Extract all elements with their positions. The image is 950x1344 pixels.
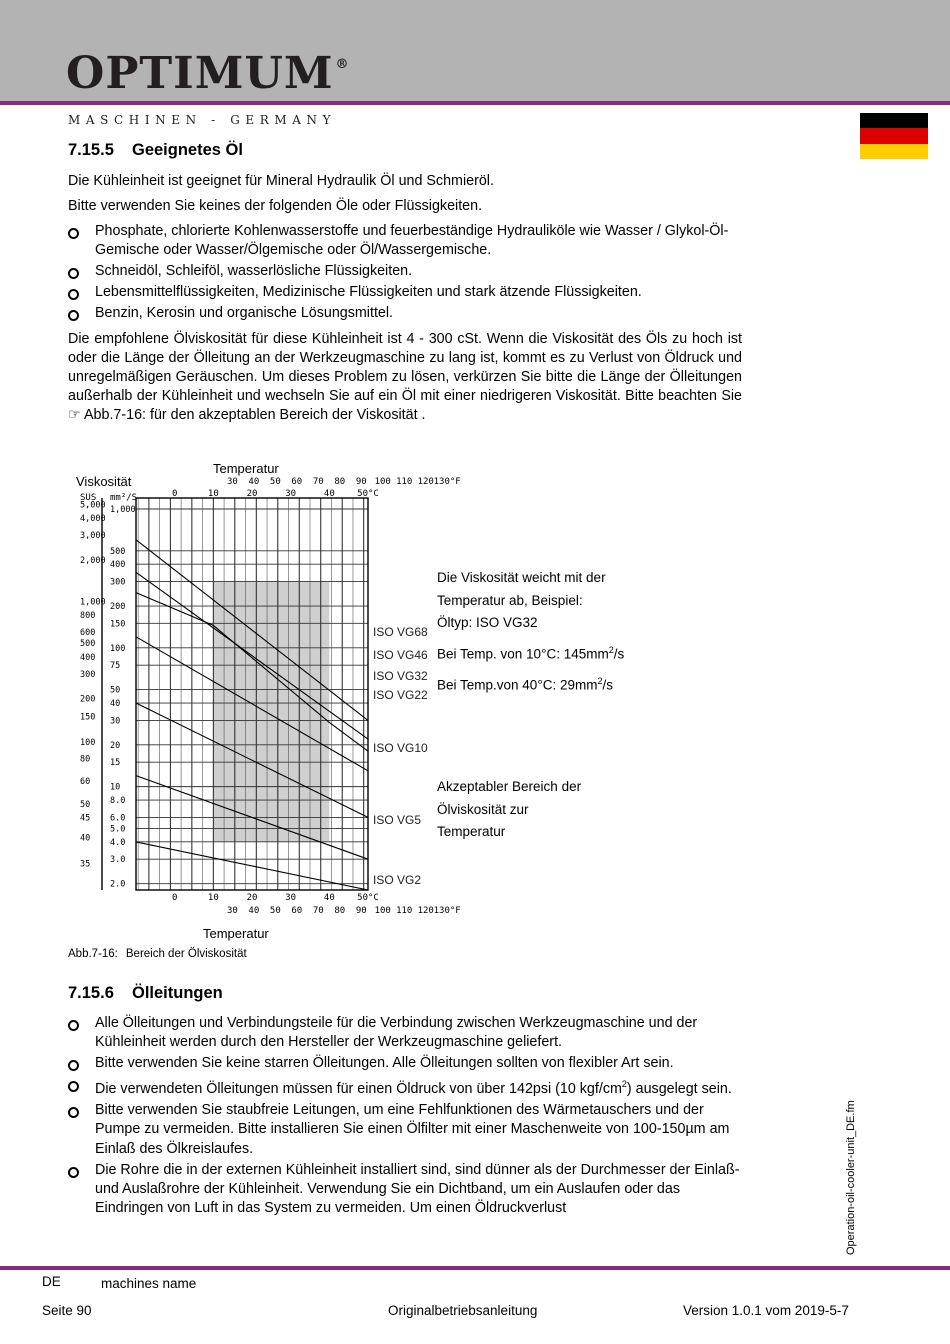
bottom-celsius-tick-label: 50°C	[357, 893, 379, 903]
cst-tick-label: 200	[110, 602, 126, 613]
sus-tick-label: 45	[80, 813, 91, 824]
cst-tick-label: 1,000	[110, 504, 136, 515]
viscosity-chart	[68, 458, 461, 948]
sus-tick-label: 5,000	[80, 500, 106, 511]
bullet-icon	[68, 289, 79, 300]
series-label: ISO VG22	[373, 688, 428, 702]
bottom-fahrenheit-tick-label: 80	[334, 906, 346, 916]
footer-rule	[0, 1266, 950, 1270]
sus-tick-label: 80	[80, 754, 91, 765]
list-item-text: Lebensmittelflüssigkeiten, Medizinische Flüssigkeiten und stark ätzende Flüssigkeiten.	[95, 284, 642, 301]
section-heading-oil-lines	[68, 984, 223, 1003]
sus-tick-label: 300	[80, 669, 96, 680]
german-flag-icon	[860, 113, 928, 159]
note-line: Öltyp: ISO VG32	[437, 615, 538, 630]
list-item-text: Phosphate, chlorierte Kohlenwasserstoffe und feuerbeständige Hydrauliköle wie Wasser / Glykol-Öl-Gemische oder Wasser/Ölgemische oder Öl/Wassergemische.	[95, 223, 729, 259]
bottom-fahrenheit-tick-label: 100	[374, 906, 391, 916]
list-item-text: Schneidöl, Schleiföl, wasserlösliche Flüssigkeiten.	[95, 263, 413, 280]
section-title: Ölleitungen	[132, 984, 223, 1002]
sus-tick-label: 200	[80, 694, 96, 705]
bullet-icon	[68, 1020, 79, 1031]
cst-tick-label: 30	[110, 716, 121, 727]
intro-paragraph-2: Bitte verwenden Sie keines der folgenden Öle oder Flüssigkeiten.	[68, 198, 483, 214]
list-item	[68, 1161, 742, 1219]
figure-number: Abb.7-16:	[68, 948, 118, 960]
figure-reference-link[interactable]: Abb.7-16: für den akzeptablen Bereich der Viskosität .	[84, 407, 426, 423]
section-number: 7.15.5	[68, 141, 114, 159]
sus-tick-label: 60	[80, 776, 91, 787]
top-fahrenheit-tick-label: 120	[417, 477, 434, 487]
cst-tick-label: 20	[110, 740, 121, 751]
cst-tick-label: 40	[110, 699, 121, 710]
footer-language: DE	[42, 1274, 61, 1289]
series-label: ISO VG32	[373, 669, 428, 683]
top-fahrenheit-tick-label: 110	[396, 477, 413, 487]
footer-version: Version 1.0.1 vom 2019-5-7	[683, 1303, 849, 1318]
note-line: Temperatur	[437, 824, 506, 839]
pointing-hand-icon: ☞	[68, 407, 81, 423]
header-rule	[0, 101, 950, 105]
bottom-fahrenheit-tick-label: 70	[312, 906, 324, 916]
cst-tick-label: 15	[110, 758, 121, 769]
bottom-fahrenheit-tick-label: 90	[355, 906, 367, 916]
top-celsius-tick-label: 10	[207, 489, 219, 499]
top-celsius-tick-label: 20	[246, 489, 258, 499]
top-celsius-tick-label: 0	[171, 489, 178, 499]
sus-tick-label: 100	[80, 737, 96, 748]
list-item	[68, 1054, 742, 1073]
note-text: Bei Temp. von 10°C: 145mm	[437, 646, 609, 661]
list-item-text: Die Rohre die in der externen Kühleinheit installiert sind, sind dünner als der Durchmesser der Einlaß-und Auslaßrohre der Kühleinheit. Verwendung Sie ein Dichtband, um ein Auslaufen oder das Eindringen von Luft in das System zu vermeiden. Um einen Öldruckverlust	[95, 1161, 740, 1217]
list-item	[68, 283, 748, 302]
sus-tick-label: 40	[80, 833, 91, 844]
list-item	[68, 1014, 742, 1053]
cst-tick-label: 300	[110, 577, 126, 588]
superscript: 2	[621, 1079, 627, 1090]
section-heading-oil	[68, 141, 243, 160]
bottom-celsius-tick-label: 40	[323, 893, 335, 903]
cst-tick-label: 400	[110, 560, 126, 571]
list-item	[68, 304, 748, 323]
bullet-icon	[68, 1060, 79, 1071]
bullet-icon	[68, 268, 79, 279]
list-item-text: ) ausgelegt sein.	[626, 1080, 732, 1097]
cst-tick-label: 500	[110, 546, 126, 557]
brand-logo	[66, 48, 350, 99]
chart-title: Temperatur	[213, 461, 279, 476]
list-item-text: Bitte verwenden Sie staubfreie Leitungen, um eine Fehlfunktionen des Wärmetauschers und der Pumpe zu vermeiden. Bitte installieren Sie einen Ölfilter mit einer Maschenweite von 100-150µm am Einlaß des Ölkreislaufes.	[95, 1101, 730, 1157]
brand-name: OPTIMUM	[66, 48, 334, 99]
bottom-fahrenheit-tick-label: 130°F	[433, 906, 461, 916]
section-number: 7.15.6	[68, 984, 114, 1002]
viscosity-text: Die empfohlene Ölviskosität für diese Kühleinheit ist 4 - 300 cSt. Wenn die Viskosität des Öls zu hoch ist oder die Länge der Ölleitung an der Werkzeugmaschine zu lang ist, kommt es zu Verlust von Öldruck und unregelmäßigen Geräuschen. Um dieses Problem zu lösen, verkürzen Sie bitte die Länge der Ölleitungen außerhalb der Kühleinheit und wechseln Sie auf ein Öl mit einer niedrigeren Viskosität. Bitte beachten Sie	[68, 331, 742, 404]
note-sup: 2	[597, 675, 603, 686]
bottom-celsius-tick-label: 10	[207, 893, 219, 903]
bottom-fahrenheit-tick-label: 30	[226, 906, 238, 916]
cst-tick-label: 100	[110, 643, 126, 654]
footer-machine-name: machines name	[101, 1276, 197, 1291]
top-fahrenheit-tick-label: 90	[355, 477, 367, 487]
sus-tick-label: 150	[80, 712, 96, 723]
cst-unit-label: mm²/S	[110, 493, 138, 503]
flag-stripe-gold	[860, 144, 928, 159]
bullet-icon	[68, 310, 79, 321]
note-sup: 2	[608, 644, 614, 655]
bottom-fahrenheit-tick-label: 60	[291, 906, 303, 916]
x-axis-label: Temperatur	[203, 926, 269, 941]
top-fahrenheit-tick-label: 30	[226, 477, 238, 487]
series-label: ISO VG5	[373, 813, 422, 827]
list-item	[68, 1101, 742, 1159]
chart-note-example	[437, 567, 624, 697]
flag-stripe-black	[860, 113, 928, 128]
top-celsius-tick-label: 40	[323, 489, 335, 499]
footer-document-title: Originalbetriebsanleitung	[388, 1303, 538, 1318]
list-item-text: Benzin, Kerosin und organische Lösungsmittel.	[95, 305, 394, 322]
cst-tick-label: 10	[110, 782, 121, 793]
top-fahrenheit-tick-label: 70	[312, 477, 324, 487]
bottom-fahrenheit-tick-label: 110	[396, 906, 413, 916]
note-line-10c	[437, 639, 624, 666]
sus-tick-label: 35	[80, 859, 91, 870]
sus-tick-label: 800	[80, 610, 96, 621]
top-fahrenheit-tick-label: 100	[374, 477, 391, 487]
acceptable-range-area	[213, 582, 329, 842]
list-item	[68, 262, 748, 281]
series-label: ISO VG68	[373, 625, 428, 639]
cst-tick-label: 6.0	[110, 813, 126, 824]
brand-tagline: MASCHINEN - GERMANY	[68, 113, 337, 127]
cst-tick-label: 4.0	[110, 837, 126, 848]
bullet-icon	[68, 228, 79, 239]
sus-tick-label: 3,000	[80, 530, 106, 541]
list-item-text: Alle Ölleitungen und Verbindungsteile für die Verbindung zwischen Werkzeugmaschine und der Kühleinheit werden durch den Hersteller der Werkzeugmaschine geliefert.	[95, 1015, 698, 1051]
figure-caption	[68, 948, 247, 960]
bottom-celsius-tick-label: 0	[171, 893, 178, 903]
note-unit: /s	[613, 646, 625, 661]
top-fahrenheit-tick-label: 130°F	[433, 477, 461, 487]
top-celsius-tick-label: 30	[285, 489, 297, 499]
sus-tick-label: 400	[80, 652, 96, 663]
y-axis-label: Viskosität	[76, 474, 132, 489]
section-title: Geeignetes Öl	[132, 141, 243, 159]
intro-paragraph-1: Die Kühleinheit ist geeignet für Mineral Hydraulik Öl und Schmieröl.	[68, 173, 494, 189]
cst-tick-label: 50	[110, 685, 121, 696]
sus-tick-label: 50	[80, 799, 91, 810]
sus-tick-label: 2,000	[80, 555, 106, 566]
series-label: ISO VG46	[373, 648, 428, 662]
sus-unit-label: SUS	[80, 493, 97, 503]
chart-note-range	[437, 776, 581, 844]
sidebar-filename: Operation-oil-cooler-unit_DE.fm	[845, 1100, 857, 1255]
bullet-icon	[68, 1081, 79, 1092]
bullet-icon	[68, 1167, 79, 1178]
forbidden-oils-list	[68, 222, 748, 325]
sus-tick-label: 1,000	[80, 597, 106, 608]
series-label: ISO VG2	[373, 873, 422, 887]
viscosity-paragraph	[68, 330, 742, 425]
top-fahrenheit-tick-label: 50	[269, 477, 281, 487]
note-unit: /s	[602, 677, 614, 692]
bullet-icon	[68, 1107, 79, 1118]
top-fahrenheit-tick-label: 80	[334, 477, 346, 487]
bottom-fahrenheit-tick-label: 40	[248, 906, 260, 916]
bottom-fahrenheit-tick-label: 50	[269, 906, 281, 916]
list-item	[68, 1075, 742, 1099]
cst-tick-label: 150	[110, 619, 126, 630]
sus-tick-label: 4,000	[80, 514, 106, 525]
note-line: Temperatur ab, Beispiel:	[437, 592, 583, 608]
list-item-text: Die verwendeten Ölleitungen müssen für einen Öldruck von über 142psi (10 kgf/cm	[95, 1080, 622, 1097]
bottom-celsius-tick-label: 20	[246, 893, 258, 903]
note-text: Bei Temp.von 40°C: 29mm	[437, 677, 598, 692]
cst-tick-label: 75	[110, 661, 121, 672]
top-fahrenheit-tick-label: 60	[291, 477, 303, 487]
cst-tick-label: 3.0	[110, 855, 126, 866]
figure-caption-text: Bereich der Ölviskosität	[125, 948, 247, 960]
sus-tick-label: 500	[80, 639, 96, 650]
cst-tick-label: 5.0	[110, 824, 126, 835]
cst-tick-label: 2.0	[110, 879, 126, 890]
list-item-text: Bitte verwenden Sie keine starren Ölleitungen. Alle Ölleitungen sollten von flexibler Art sein.	[95, 1055, 674, 1072]
sus-tick-label: 600	[80, 627, 96, 638]
footer-page-number: Seite 90	[42, 1303, 92, 1318]
top-celsius-tick-label: 50°C	[357, 489, 379, 499]
registered-mark: ®	[335, 57, 350, 72]
note-line: Akzeptabler Bereich der	[437, 779, 582, 794]
series-label: ISO VG10	[373, 741, 428, 755]
bottom-celsius-tick-label: 30	[285, 893, 297, 903]
flag-stripe-red	[860, 128, 928, 143]
note-line: Die Viskosität weicht mit der	[437, 570, 606, 585]
note-line-40c	[437, 670, 624, 697]
oil-lines-list	[68, 1014, 742, 1220]
top-fahrenheit-tick-label: 40	[248, 477, 260, 487]
note-line: Ölviskosität zur	[437, 801, 529, 817]
bottom-fahrenheit-tick-label: 120	[417, 906, 434, 916]
cst-tick-label: 8.0	[110, 796, 126, 807]
list-item	[68, 222, 748, 261]
